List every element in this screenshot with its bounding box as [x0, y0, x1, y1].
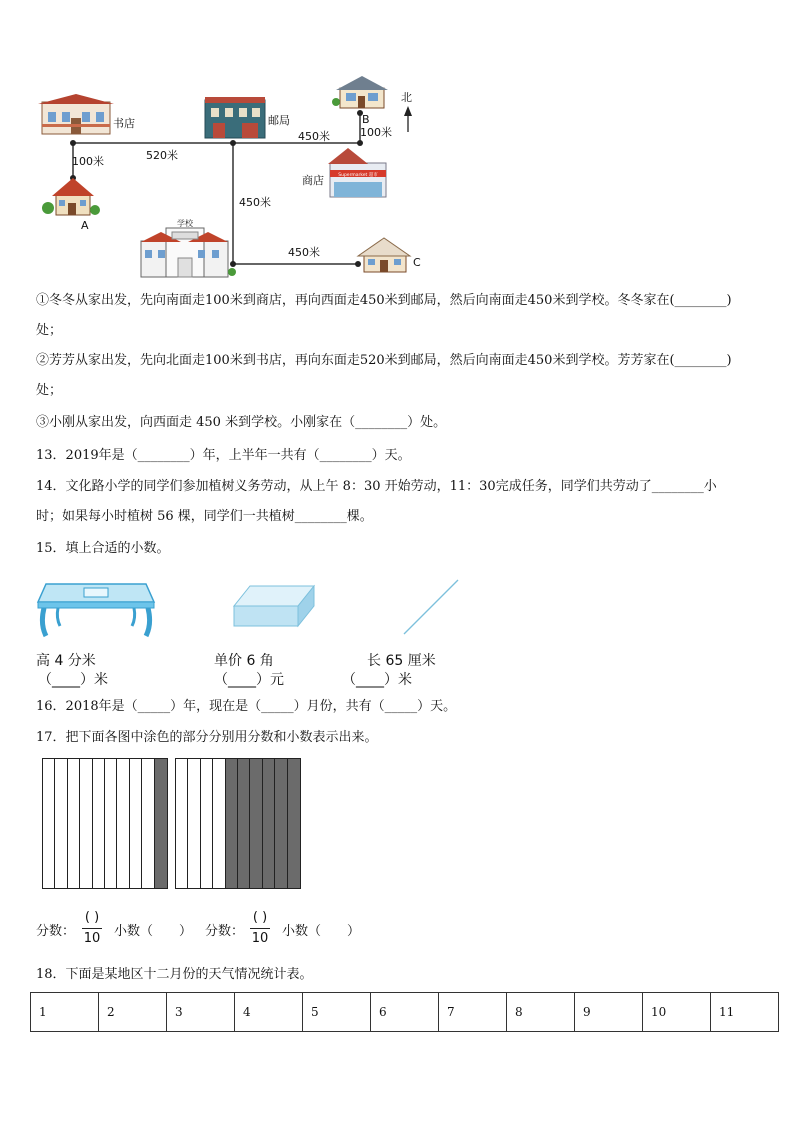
- line-length-blank: （____）米: [342, 672, 412, 688]
- table-height-caption: 高 4 分米: [36, 653, 96, 669]
- eraser-price-caption: 单价 6 角: [214, 653, 274, 669]
- fraction-bar-1: [82, 928, 102, 929]
- bookstore-icon: [38, 94, 114, 134]
- day-cell: 8: [507, 993, 575, 1032]
- day-cell: 1: [31, 993, 99, 1032]
- line-length-caption: 长 65 厘米: [367, 653, 436, 669]
- house-c-icon: [358, 238, 410, 272]
- decimal-label-1: 小数（ ）: [114, 924, 193, 939]
- strip-part: [226, 759, 238, 888]
- strip-part: [176, 759, 188, 888]
- strip-part: [68, 759, 80, 888]
- shop-sign-text: Supermarket 超市: [338, 173, 378, 178]
- day-cell: 10: [643, 993, 711, 1032]
- bookstore-label: 书店: [113, 117, 135, 130]
- strip-part: [105, 759, 117, 888]
- q14-line1: 14．文化路小学的同学们参加植树义务劳动，从上午 8：30 开始劳动，11：30完成任务，同学们共劳动了________小: [36, 479, 717, 494]
- numerator-1: ( ): [84, 910, 100, 925]
- distance-450-top: 450米: [298, 130, 330, 143]
- fraction-label-1: 分数：: [36, 924, 76, 939]
- table-height-blank: （____）米: [38, 672, 108, 688]
- day-cell: 2: [99, 993, 167, 1032]
- school-icon: [141, 228, 236, 277]
- fraction-figure-1: [42, 758, 168, 889]
- strip-part: [250, 759, 262, 888]
- strip-part: [130, 759, 142, 888]
- north-label: 北: [401, 91, 412, 104]
- q12-line2: ②芳芳从家出发，先向北面走100米到书店，再向东面走520米到邮局，然后向南面走450米到学校。芳芳家在(________): [36, 353, 732, 368]
- distance-100-b: 100米: [360, 126, 392, 139]
- fraction-bar-2: [250, 928, 270, 929]
- distance-450-vertical: 450米: [239, 196, 271, 209]
- q16: 16．2018年是（_____）年，现在是（_____）月份，共有（_____）天。: [36, 699, 457, 714]
- strip-part: [188, 759, 200, 888]
- post-office-label: 邮局: [268, 114, 290, 127]
- denominator-1: 10: [83, 931, 101, 946]
- distance-450-bottom: 450米: [288, 246, 320, 259]
- strip-part: [263, 759, 275, 888]
- day-cell: 4: [235, 993, 303, 1032]
- point-a-label: A: [81, 219, 89, 232]
- distance-520: 520米: [146, 149, 178, 162]
- numerator-2: ( ): [252, 910, 268, 925]
- strip-part: [155, 759, 167, 888]
- eraser-icon: [232, 584, 316, 630]
- day-cell: 9: [575, 993, 643, 1032]
- q18-title: 18．下面是某地区十二月份的天气情况统计表。: [36, 967, 313, 982]
- q12-line1: ①冬冬从家出发，先向南面走100米到商店，再向西面走450米到邮局，然后向南面走450米到学校。冬冬家在(________): [36, 293, 732, 308]
- strip-part: [93, 759, 105, 888]
- fraction-figure-2: [175, 758, 301, 889]
- decimal-label-2: 小数（ ）: [282, 924, 361, 939]
- post-office-icon: [205, 97, 265, 138]
- house-b-icon: [332, 76, 388, 108]
- point-c-label: C: [413, 256, 421, 269]
- strip-part: [213, 759, 225, 888]
- line-segment-icon: [400, 578, 464, 638]
- q12-line1-end: 处；: [36, 323, 63, 338]
- day-cell: 7: [439, 993, 507, 1032]
- north-arrow-icon: [404, 106, 412, 132]
- strip-part: [201, 759, 213, 888]
- day-cell: 5: [303, 993, 371, 1032]
- eraser-price-blank: （____）元: [214, 672, 284, 688]
- day-cell: 6: [371, 993, 439, 1032]
- point-b-label: B: [362, 113, 370, 126]
- strip-part: [80, 759, 92, 888]
- q14-line2: 时；如果每小时植树 56 棵，同学们一共植树________棵。: [36, 509, 373, 524]
- strip-part: [288, 759, 300, 888]
- fraction-label-2: 分数：: [205, 924, 245, 939]
- day-cell: 11: [711, 993, 779, 1032]
- weather-table: [30, 992, 779, 1032]
- q12-line3: ③小刚从家出发，向西面走 450 米到学校。小刚家在（________）处。: [36, 415, 447, 430]
- school-sign: 学校: [177, 219, 193, 228]
- q17-title: 17．把下面各图中涂色的部分分别用分数和小数表示出来。: [36, 730, 378, 745]
- table-row: [31, 993, 779, 1032]
- strip-part: [142, 759, 154, 888]
- strip-part: [117, 759, 129, 888]
- strip-part: [55, 759, 67, 888]
- strip-part: [238, 759, 250, 888]
- direction-map: [0, 0, 794, 285]
- q13: 13．2019年是（________）年，上半年一共有（________）天。: [36, 448, 411, 463]
- denominator-2: 10: [251, 931, 269, 946]
- shop-label: 商店: [302, 174, 324, 187]
- day-cell: 3: [167, 993, 235, 1032]
- distance-100-a: 100米: [72, 155, 104, 168]
- table-icon: [36, 580, 156, 640]
- house-a-icon: [42, 178, 100, 215]
- q12-line2-end: 处；: [36, 383, 63, 398]
- strip-part: [275, 759, 287, 888]
- q15-title: 15．填上合适的小数。: [36, 541, 170, 556]
- map-svg: [0, 0, 794, 285]
- strip-part: [43, 759, 55, 888]
- supermarket-icon: [328, 148, 386, 197]
